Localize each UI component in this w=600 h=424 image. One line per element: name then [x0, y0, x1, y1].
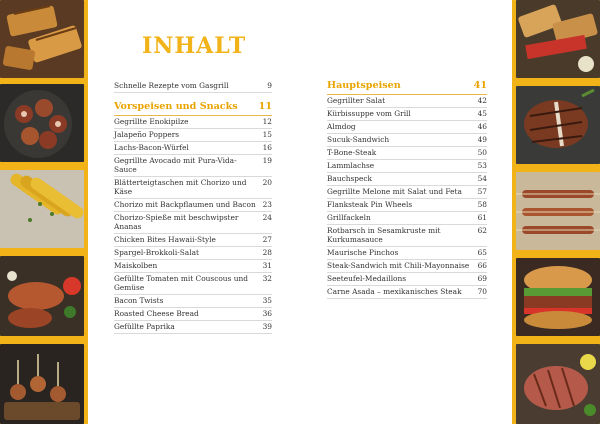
toc-entry-title: T-Bone-Steak [327, 148, 377, 157]
toc-page-number: 41 [473, 80, 487, 91]
toc-entry-title: Hauptspeisen [327, 80, 401, 91]
toc-entry-title: Lammlachse [327, 161, 375, 170]
toc-entry [114, 273, 272, 295]
photo-t-bone-steak [516, 86, 600, 164]
toc-entry [114, 116, 272, 129]
toc-entry [327, 212, 487, 225]
photo-corn-cobs [0, 170, 84, 248]
photo-meat-skewers [516, 172, 600, 250]
toc-entry [327, 95, 487, 108]
toc-entry [327, 260, 487, 273]
right-photo-strip [512, 0, 600, 424]
toc-entry [327, 121, 487, 134]
toc-entry-title: Grillfackeln [327, 213, 371, 222]
toc-page-number: 27 [262, 235, 272, 244]
toc-section-heading [114, 101, 272, 116]
toc-page-number: 19 [262, 156, 272, 165]
toc-page-number: 39 [262, 322, 272, 331]
toc-page-number: 49 [477, 135, 487, 144]
toc-entry [327, 186, 487, 199]
toc-page-number: 65 [477, 248, 487, 257]
toc-entry [114, 212, 272, 234]
toc-entry-title: Schnelle Rezepte vom Gasgrill [114, 81, 229, 90]
toc-entry-title: Steak-Sandwich mit Chili-Mayonnaise [327, 261, 470, 270]
toc-left-column [114, 80, 272, 334]
toc-entry-title: Maurische Pinchos [327, 248, 399, 257]
toc-page-number: 54 [477, 174, 487, 183]
toc-page-number: 69 [477, 274, 487, 283]
toc-page-number: 24 [262, 213, 272, 222]
toc-entry-title: Jalapeño Poppers [114, 130, 180, 139]
toc-entry-title: Carne Asada – mexikanisches Steak [327, 287, 462, 296]
photo-toasted-sandwiches [516, 0, 600, 78]
toc-entry-title: Roasted Cheese Bread [114, 309, 199, 318]
toc-entry-title: Chicken Bites Hawaii-Style [114, 235, 216, 244]
toc-entry [114, 260, 272, 273]
toc-entry [114, 80, 272, 93]
toc-entry [114, 308, 272, 321]
toc-page-number: 20 [262, 178, 272, 187]
toc-page-number: 53 [477, 161, 487, 170]
toc-page-number: 23 [262, 200, 272, 209]
toc-entry [327, 225, 487, 247]
toc-entry-title: Kürbissuppe vom Grill [327, 109, 411, 118]
toc-entry [114, 199, 272, 212]
toc-page-number: 61 [477, 213, 487, 222]
toc-entry [114, 321, 272, 334]
toc-entry-title: Bacon Twists [114, 296, 164, 305]
toc-page-number: 58 [477, 200, 487, 209]
toc-page-number: 35 [262, 296, 272, 305]
toc-entry-title: Seeteufel-Medaillons [327, 274, 407, 283]
left-photo-strip [0, 0, 88, 424]
toc-entry [327, 134, 487, 147]
photo-grilled-sandwich [0, 0, 84, 78]
toc-entry [114, 155, 272, 177]
toc-entry [114, 234, 272, 247]
toc-page-number: 46 [477, 122, 487, 131]
toc-section-heading [327, 80, 487, 95]
toc-right-column [327, 80, 487, 299]
toc-page-number: 62 [477, 226, 487, 235]
toc-entry-title: Lachs-Bacon-Würfel [114, 143, 189, 152]
toc-entry-title: Bauchspeck [327, 174, 373, 183]
toc-page-number: 42 [477, 96, 487, 105]
toc-entry-title: Chorizo mit Backpflaumen und Bacon [114, 200, 256, 209]
toc-entry-title: Maiskolben [114, 261, 158, 270]
toc-entry-title: Gegrillte Avocado mit Pura-Vida-Sauce [114, 156, 237, 174]
photo-steak-burger [516, 258, 600, 336]
toc-entry [327, 108, 487, 121]
toc-entry-title: Gefüllte Tomaten mit Couscous und Gemüse [114, 274, 248, 292]
page-title: INHALT [142, 33, 247, 59]
toc-page-number: 66 [477, 261, 487, 270]
toc-entry [327, 199, 487, 212]
toc-entry-title: Gefüllte Paprika [114, 322, 175, 331]
toc-entry-title: Rotbarsch in Sesamkruste mit Kurkumasauce [327, 226, 441, 244]
toc-entry-title: Chorizo-Spieße mit beschwipster Ananas [114, 213, 239, 231]
toc-page-number: 28 [262, 248, 272, 257]
toc-page-number: 16 [262, 143, 272, 152]
toc-entry [327, 160, 487, 173]
toc-entry-title: Gegrillte Enokipilze [114, 117, 189, 126]
toc-entry-title: Flanksteak Pin Wheels [327, 200, 413, 209]
toc-entry-title: Gegrillte Melone mit Salat und Feta [327, 187, 462, 196]
toc-entry [114, 129, 272, 142]
toc-entry [327, 247, 487, 260]
toc-entry-title: Almdog [327, 122, 356, 131]
toc-entry-title: Spargel-Brokkoli-Salat [114, 248, 199, 257]
toc-page-number: 32 [262, 274, 272, 283]
toc-entry [327, 173, 487, 186]
toc-page-number: 12 [262, 117, 272, 126]
toc-entry [114, 295, 272, 308]
photo-snack-sticks [0, 344, 84, 424]
toc-page-number: 15 [262, 130, 272, 139]
toc-page-number: 45 [477, 109, 487, 118]
toc-entry [114, 177, 272, 199]
toc-entry [327, 273, 487, 286]
toc-page-number: 11 [258, 101, 272, 112]
photo-bacon-bites [0, 84, 84, 162]
toc-entry-title: Vorspeisen und Snacks [114, 101, 238, 112]
photo-bacon-skewers [0, 256, 84, 336]
toc-page-number: 57 [477, 187, 487, 196]
toc-page-number: 36 [262, 309, 272, 318]
toc-entry [327, 147, 487, 160]
toc-page-number: 50 [477, 148, 487, 157]
toc-entry [327, 286, 487, 299]
toc-page-number: 31 [262, 261, 272, 270]
toc-page-number: 70 [477, 287, 487, 296]
toc-entry [114, 142, 272, 155]
photo-sliced-steak [516, 344, 600, 424]
toc-entry [114, 247, 272, 260]
toc-page-number: 9 [267, 81, 272, 90]
toc-entry-title: Gegrillter Salat [327, 96, 386, 105]
toc-entry-title: Blätterteigtaschen mit Chorizo und Käse [114, 178, 247, 196]
toc-entry-title: Sucuk-Sandwich [327, 135, 390, 144]
